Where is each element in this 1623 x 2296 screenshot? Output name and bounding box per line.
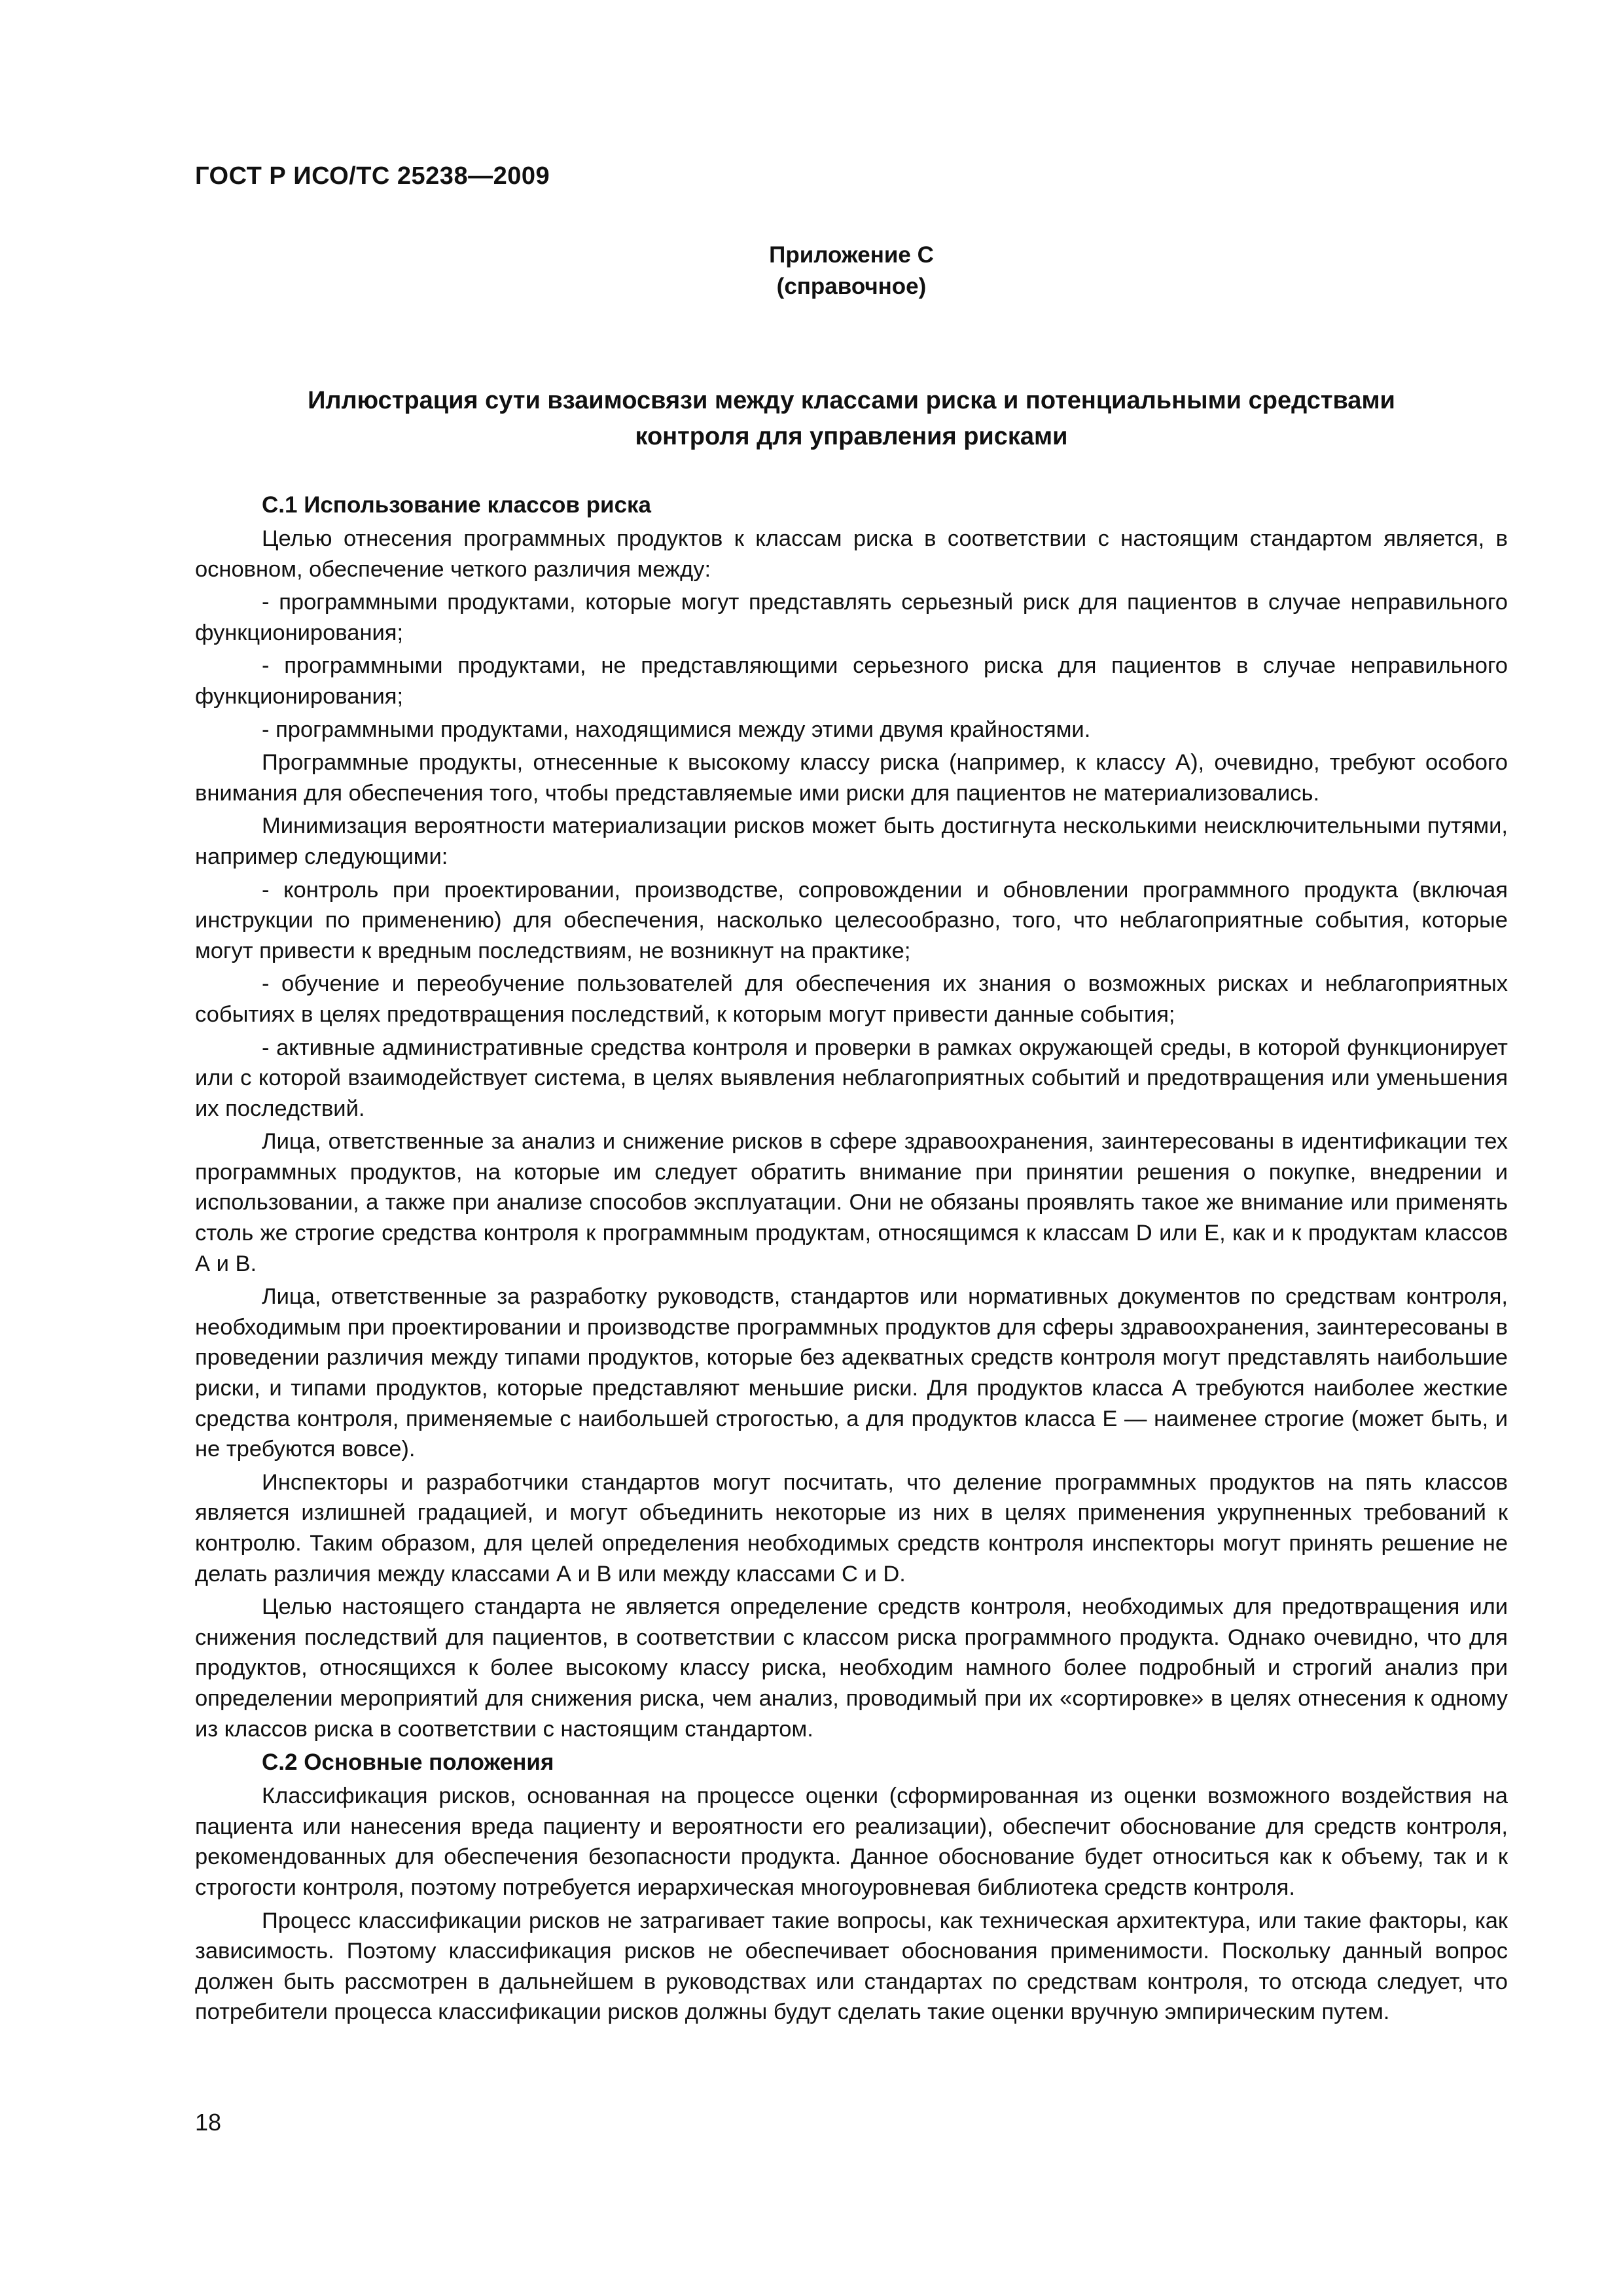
paragraph: Целью настоящего стандарта не является определение средств контроля, необходимых для предотвращения или снижения последствий для пациентов, в соответствии с классом риска программного продукта. Однако очевидно, что для продуктов, относящихся к более высокому классу риска, необходим намного более подробный и строгий анализ при определении мероприятий для снижения риска, чем анализ, проводимый при их «сортировке» в целях отнесения к одному из классов риска в соответствии с настоящим стандартом. [195, 1594, 1508, 1742]
page-number: 18 [195, 2109, 222, 2136]
paragraph: Лица, ответственные за разработку руководств, стандартов или нормативных документов по средствам контроля, необходимым при проектировании и производстве программных продуктов для сферы здравоохранения, заинтересованы в проведении различия между типами продуктов, которые без адекватных средств контроля могут представлять наибольшие риски, и типами продуктов, которые представляют меньшие риски. Для продуктов класса А требуются наиболее жесткие средства контроля, применяемые с наибольшей строгостью, а для продуктов класса Е — наименее строгие (может быть, и не требуются вовсе). [195, 1284, 1508, 1462]
paragraph: Инспекторы и разработчики стандартов могут посчитать, что деление программных продуктов на пять классов является излишней градацией, и могут объединить некоторые из них в целях применения укрупненных требований к контролю. Таким образом, для целей определения необходимых средств контроля инспекторы могут принять решение не делать различия между классами А и В или между классами С и D. [195, 1469, 1508, 1587]
list-item: - программными продуктами, находящимися между этими двумя крайностями. [262, 717, 1091, 742]
list-item: - программными продуктами, которые могут представлять серьезный риск для пациентов в случае неправильного функционирования; [195, 590, 1508, 645]
paragraph: Лица, ответственные за анализ и снижение рисков в сфере здравоохранения, заинтересованы в идентификации тех программных продуктов, на которые им следует обратить внимание при принятии решения о покупке, внедрении и использовании, а также при анализе способов эксплуатации. Они не обязаны проявлять такое же внимание или применять столь же строгие средства контроля к программным продуктам, относящимся к классам D или Е, как и к продуктам классов А и В. [195, 1129, 1508, 1276]
annex-block [195, 240, 1508, 302]
list-item: - контроль при проектировании, производстве, сопровождении и обновлении программного продукта (включая инструкции по применению) для обеспечения, насколько целесообразно, того, что неблагоприятные события, которые могут привести к вредным последствиям, не возникнут на практике; [195, 877, 1508, 963]
annex-title [195, 383, 1508, 455]
paragraph: Классификация рисков, основанная на процессе оценки (сформированная из оценки возможного воздействия на пациента или нанесения вреда пациенту и вероятности его реализации), обеспечит обоснование для средств контроля, рекомендованных для обеспечения безопасности продукта. Данное обоснование будет относиться как к объему, так и к строгости контроля, поэтому потребуется иерархическая многоуровневая библиотека средств контроля. [195, 1784, 1508, 1900]
document-body [195, 490, 1508, 2030]
annex-label: Приложение С [769, 242, 934, 268]
paragraph: Программные продукты, отнесенные к высокому классу риска (например, к классу А), очевидно, требуют особого внимания для обеспечения того, чтобы представляемые ими риски для пациентов не материализовались. [195, 750, 1508, 806]
annex-title-line-2: контроля для управления рисками [635, 423, 1068, 450]
paragraph: Минимизация вероятности материализации рисков может быть достигнута несколькими неисключительными путями, например следующими: [195, 814, 1508, 869]
annex-title-line-1: Иллюстрация сути взаимосвязи между классами риска и потенциальными средствами [308, 387, 1395, 414]
paragraph: Процесс классификации рисков не затрагивает такие вопросы, как техническая архитектура, или такие факторы, как зависимость. Поэтому классификация рисков не обеспечивает обоснования применимости. Поскольку данный вопрос должен быть рассмотрен в дальнейшем в руководствах или стандартах по средствам контроля, то отсюда следует, что потребители процесса классификации рисков должны будут сделать такие оценки вручную эмпирическим путем. [195, 1908, 1508, 2025]
paragraph: Целью отнесения программных продуктов к классам риска в соответствии с настоящим стандартом является, в основном, обеспечение четкого различия между: [195, 526, 1508, 582]
section-heading-c2: С.2 Основные положения [262, 1749, 554, 1776]
annex-type: (справочное) [776, 274, 927, 299]
list-item: - обучение и переобучение пользователей для обеспечения их знания о возможных рисках и неблагоприятных событиях в целях предотвращения последствий, к которым могут привести данные события; [195, 971, 1508, 1027]
standard-designation: ГОСТ Р ИСО/ТС 25238—2009 [195, 162, 550, 190]
section-heading-c1: С.1 Использование классов риска [262, 492, 652, 518]
list-item: - активные административные средства контроля и проверки в рамках окружающей среды, в которой функционирует или с которой взаимодействует система, в целях выявления неблагоприятных событий и предотвращения или уменьшения их последствий. [195, 1035, 1508, 1121]
list-item: - программными продуктами, не представляющими серьезного риска для пациентов в случае неправильного функционирования; [195, 653, 1508, 709]
